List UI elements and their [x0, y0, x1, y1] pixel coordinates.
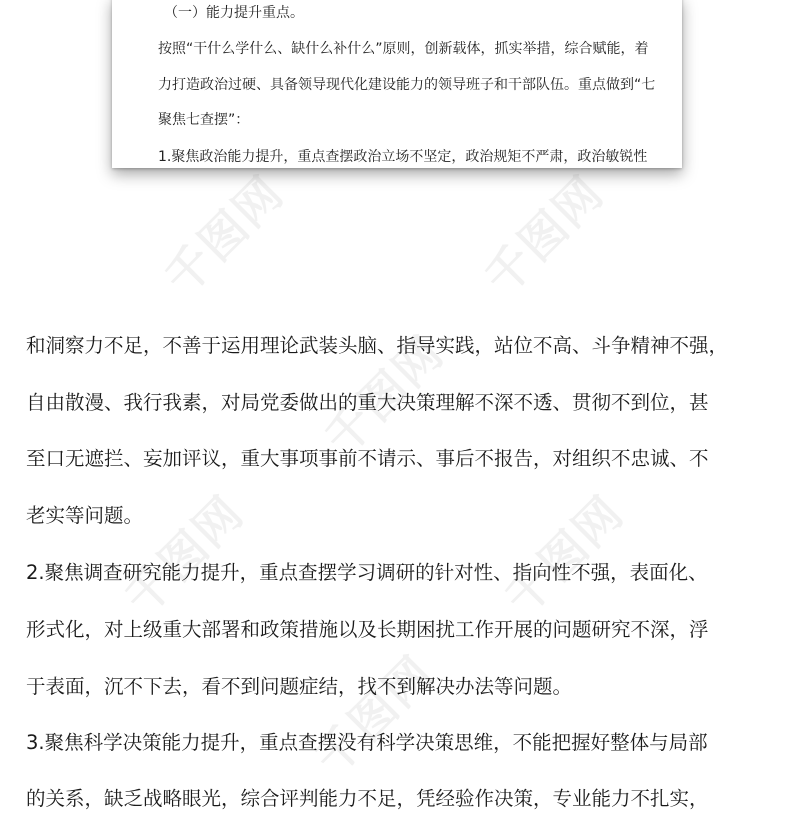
body-line: 自由散漫、我行我素，对局党委做出的重大决策理解不深不透、贯彻不到位，甚	[26, 391, 709, 414]
body-line: 的关系，缺乏战略眼光，综合评判能力不足，凭经验作决策，专业能力不扎实，	[26, 787, 709, 810]
document-preview-card	[112, 0, 682, 168]
watermark: 千图网	[494, 485, 635, 626]
section-heading: （一）能力提升重点。	[164, 5, 304, 21]
body-line: 老实等问题。	[26, 504, 144, 527]
body-line: 和洞察力不足，不善于运用理论武装头脑、指导实践，站位不高、斗争精神不强，	[26, 334, 729, 357]
watermark: 千图网	[154, 165, 295, 306]
body-line: 于表面，沉不下去，看不到问题症结，找不到解决办法等问题。	[26, 675, 573, 698]
card-paragraph-line: 聚焦七查摆”：	[158, 112, 250, 128]
card-paragraph-line: 按照“干什么学什么、缺什么补什么”原则，创新载体，抓实举措，综合赋能，着	[158, 41, 649, 57]
watermark: 千图网	[304, 645, 445, 786]
card-paragraph-line: 力打造政治过硬、具备领导现代化建设能力的领导班子和干部队伍。重点做到“七	[158, 77, 656, 93]
card-list-item: 1.聚焦政治能力提升，重点查摆政治立场不坚定，政治规矩不严肃，政治敏锐性	[158, 149, 648, 165]
body-line: 3.聚焦科学决策能力提升，重点查摆没有科学决策思维，不能把握好整体与局部	[26, 731, 708, 754]
watermark: 千图网	[314, 325, 455, 466]
body-line: 形式化，对上级重大部署和政策措施以及长期困扰工作开展的问题研究不深，浮	[26, 618, 709, 641]
watermark: 千图网	[474, 165, 615, 306]
body-line: 2.聚焦调查研究能力提升，重点查摆学习调研的针对性、指向性不强，表面化、	[26, 561, 708, 584]
watermark: 千图网	[114, 485, 255, 626]
body-line: 至口无遮拦、妄加评议，重大事项事前不请示、事后不报告，对组织不忠诚、不	[26, 447, 709, 470]
